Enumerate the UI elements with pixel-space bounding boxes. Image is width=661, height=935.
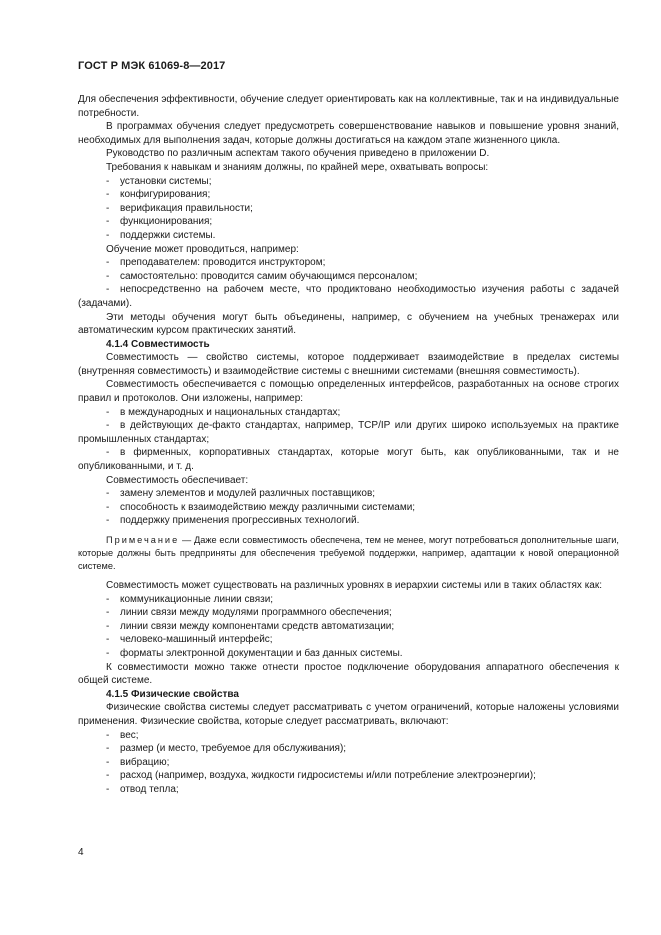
list-item: - установки системы;	[106, 175, 212, 187]
list-item: - самостоятельно: проводится самим обучающимся персоналом;	[106, 270, 418, 282]
paragraph: Совместимость обеспечивает:	[106, 474, 249, 486]
paragraph: Руководство по различным аспектам такого обучения приведено в приложении D.	[106, 148, 490, 160]
note-label: Примечание	[106, 535, 180, 545]
section-heading: 4.1.4 Совместимость	[106, 338, 210, 350]
note	[78, 534, 619, 573]
list-item: - конфигурирования;	[106, 189, 211, 201]
list-item: - в действующих де-факто стандартах, например, TCP/IP или других широко используемых на практике промышленных стандартах;	[78, 420, 619, 445]
paragraph: Требования к навыкам и знаниям должны, по крайней мере, охватывать вопросы:	[106, 161, 489, 173]
list-item: - отвод тепла;	[106, 783, 179, 795]
list-item: - человеко-машинный интерфейс;	[106, 634, 273, 646]
list-item: - замену элементов и модулей различных поставщиков;	[106, 488, 376, 500]
list-item: - способность к взаимодействию между различными системами;	[106, 501, 416, 513]
paragraph: Эти методы обучения могут быть объединены, например, с обучением на учебных тренажерах или автоматическим курсом практических занятий.	[78, 311, 619, 337]
list-item: - линии связи между компонентами средств автоматизации;	[106, 620, 395, 632]
list-item: - в фирменных, корпоративных стандартах, которые могут быть, как опубликованными, так и не опубликованными, и т. д.	[78, 447, 619, 473]
paragraph: Совместимость может существовать на различных уровнях в иерархии системы или в таких областях как:	[106, 580, 603, 591]
list-item: - форматы электронной документации и баз данных системы.	[106, 647, 403, 659]
page-number: 4	[78, 847, 84, 858]
section-heading: 4.1.5 Физические свойства	[106, 688, 239, 700]
list-item: - непосредственно на рабочем месте, что продиктовано необходимостью изучения работы с задачей (задачами).	[78, 284, 619, 309]
document-body	[78, 93, 619, 797]
list-item: - в международных и национальных стандартах;	[106, 406, 341, 418]
paragraph: К совместимости можно также отнести простое подключение оборудования аппаратного обеспечения к общей системе.	[78, 661, 619, 687]
list-item: - вибрацию;	[106, 756, 170, 768]
paragraph: В программах обучения следует предусмотреть совершенствование навыков и повышение уровня знаний, необходимых для выполнения задач, которые должны достигаться на каждом этапе жизненного цикла.	[78, 121, 619, 146]
list-item: - функционирования;	[106, 216, 213, 228]
list-item: - верификация правильности;	[106, 202, 253, 214]
paragraph: Совместимость — свойство системы, которое поддерживает взаимодействие в пределах системы (внутренняя совместимость) и взаимодействие системы с внешними системами (внешняя совместимость).	[78, 352, 619, 377]
paragraph: Физические свойства системы следует рассматривать с учетом ограничений, которые наложены условиями применения. Физические свойства, которые следует рассматривать, включают:	[78, 702, 619, 727]
list-item: - расход (например, воздуха, жидкости гидросистемы и/или потребление электроэнергии);	[106, 770, 536, 782]
paragraph: Совместимость обеспечивается с помощью определенных интерфейсов, разработанных на основе строгих правил и протоколов. Они изложены, например:	[78, 379, 619, 405]
list-item: - преподавателем: проводится инструктором;	[106, 257, 326, 269]
list-item: - поддержку применения прогрессивных технологий.	[106, 515, 360, 527]
paragraph: Для обеспечения эффективности, обучение следует ориентировать как на коллективные, так и на индивидуальные потребности.	[78, 94, 619, 119]
list-item: - вес;	[106, 729, 139, 741]
paragraph: Обучение может проводиться, например:	[106, 243, 299, 255]
list-item: - линии связи между модулями программного обеспечения;	[106, 607, 392, 619]
list-item: - коммуникационные линии связи;	[106, 593, 274, 605]
list-item: - размер (и место, требуемое для обслуживания);	[106, 743, 347, 755]
list-item: - поддержки системы.	[106, 229, 216, 241]
note-text: — Даже если совместимость обеспечена, тем не менее, могут потребоваться дополнительные шаги, которые должны быть предприняты для обеспечения требуемой поддержки, например, адаптации к новой операционной системе.	[78, 535, 619, 571]
document-header: ГОСТ Р МЭК 61069-8—2017	[78, 60, 226, 72]
